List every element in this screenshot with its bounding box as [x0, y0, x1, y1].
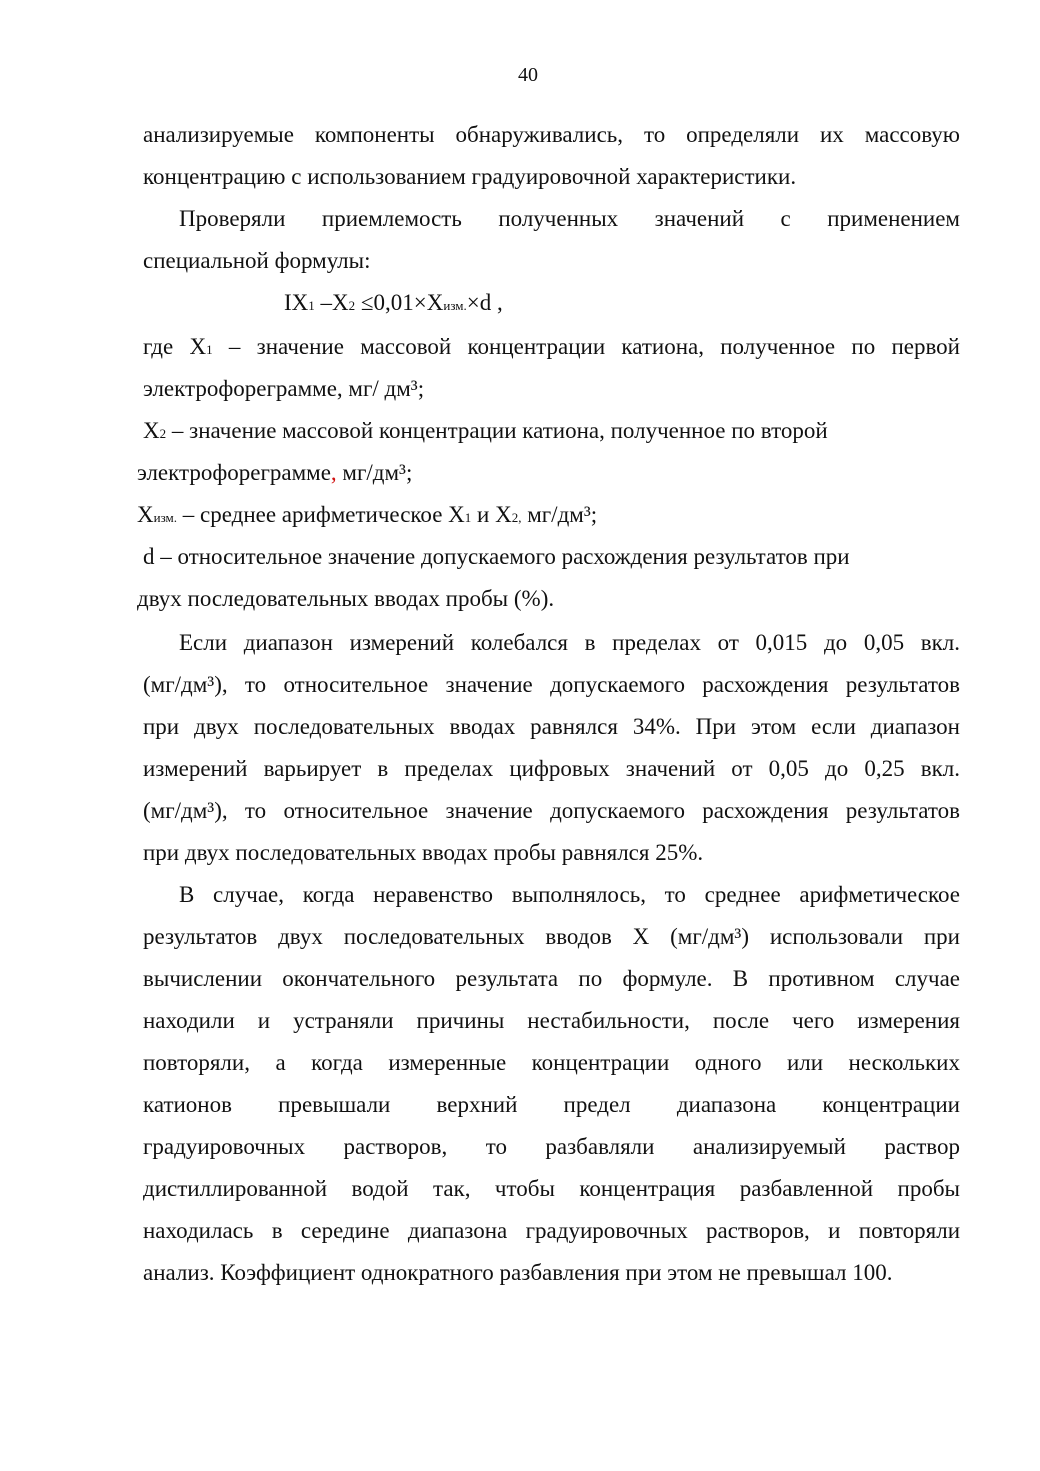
text-line: анализируемые компоненты обнаруживались, то определяли их массовую	[143, 122, 960, 147]
text-line: дистиллированной водой так, чтобы концентрация разбавленной пробы	[143, 1176, 960, 1201]
formula-part: –X	[314, 290, 349, 315]
text-line: электрофореграмме, мг/ дм³;	[143, 376, 425, 401]
page-number: 40	[518, 64, 538, 86]
text-line: Проверяли приемлемость полученных значений с применением	[179, 206, 960, 231]
formula-part: IX	[284, 290, 309, 315]
red-comma: ,	[330, 460, 337, 485]
text-line: концентрацию с использованием градуировочной характеристики.	[143, 164, 797, 189]
definition-x1	[143, 332, 960, 365]
def-text: и X	[471, 502, 512, 527]
def-subscript: 1	[206, 342, 213, 357]
def-subscript: 2,	[511, 510, 522, 525]
text-line: специальной формулы:	[143, 248, 371, 273]
text-line: находили и устраняли причины нестабильности, после чего измерения	[143, 1008, 960, 1033]
text-line: катионов превышали верхний предел диапазона концентрации	[143, 1092, 960, 1117]
def-text: мг/дм³;	[336, 460, 413, 485]
def-prefix: X	[143, 418, 160, 443]
def-prefix: где X	[143, 334, 207, 359]
def-subscript: 2	[159, 426, 167, 441]
formula-subscript: 2	[348, 298, 356, 313]
def-text: электрофореграмме	[137, 460, 331, 485]
def-subscript: 1	[464, 510, 472, 525]
text-line: (мг/дм³), то относительное значение допускаемого расхождения результатов	[143, 672, 960, 697]
def-text: – значение массовой концентрации катиона, полученное по первой	[212, 334, 960, 359]
formula-part: ≤0,01×X	[355, 290, 444, 315]
text-line: В случае, когда неравенство выполнялось, то среднее арифметическое	[179, 882, 960, 907]
text-line	[137, 458, 412, 488]
text-line: (мг/дм³), то относительное значение допускаемого расхождения результатов	[143, 798, 960, 823]
formula	[284, 288, 503, 321]
def-text: мг/дм³;	[521, 502, 598, 527]
definition-d: d – относительное значение допускаемого расхождения результатов при	[143, 544, 850, 569]
text-line: результатов двух последовательных вводов X (мг/дм³) использовали при	[143, 924, 960, 949]
text-line: анализ. Коэффициент однократного разбавления при этом не превышал 100.	[143, 1260, 893, 1285]
text-line: двух последовательных вводах пробы (%).	[137, 586, 555, 611]
def-subscript: изм.	[153, 510, 178, 525]
def-text: – значение массовой концентрации катиона, полученное по второй	[166, 418, 828, 443]
formula-part: ×d ,	[466, 290, 503, 315]
text-line: находилась в середине диапазона градуировочных растворов, и повторяли	[143, 1218, 960, 1243]
text-line: повторяли, а когда измеренные концентрации одного или нескольких	[143, 1050, 960, 1075]
formula-subscript: изм.	[443, 298, 467, 313]
text-line: Если диапазон измерений колебался в пределах от 0,015 до 0,05 вкл.	[179, 630, 960, 655]
def-prefix: X	[137, 502, 154, 527]
def-text: – среднее арифметическое X	[177, 502, 465, 527]
definition-x2	[143, 416, 828, 449]
definition-xizm	[137, 500, 597, 533]
text-line: вычислении окончательного результата по формуле. В противном случае	[143, 966, 960, 991]
text-line: при двух последовательных вводах равнялся 34%. При этом если диапазон	[143, 714, 960, 739]
text-line: градуировочных растворов, то разбавляли анализируемый раствор	[143, 1134, 960, 1159]
formula-subscript: 1	[308, 298, 315, 313]
text-line: измерений варьирует в пределах цифровых значений от 0,05 до 0,25 вкл.	[143, 756, 960, 781]
text-line: при двух последовательных вводах пробы равнялся 25%.	[143, 840, 704, 865]
